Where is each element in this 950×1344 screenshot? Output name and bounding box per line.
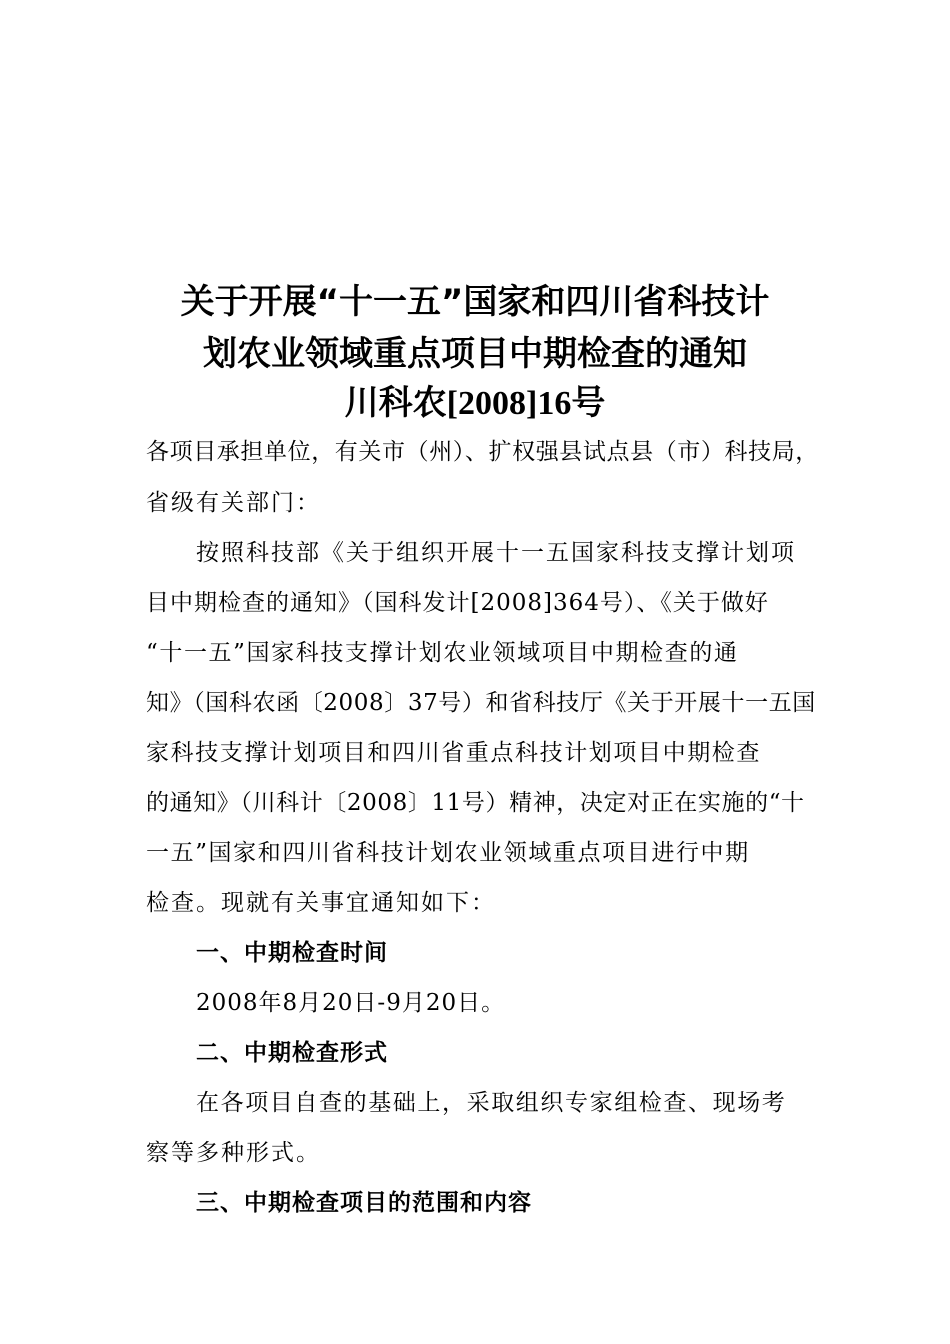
addressee-line-2: 省级有关部门： <box>146 490 321 516</box>
notice-title-line-2: 划农业领域重点项目中期检查的通知 <box>203 334 747 374</box>
document-number <box>0 383 950 424</box>
section-2-body-line-2: 察等多种形式。 <box>146 1140 321 1166</box>
intro-line-4: 知》（国科农函〔2008〕37号）和省科技厅《关于开展十一五国 <box>146 690 816 716</box>
intro-line-6: 的通知》（川科计〔2008〕11号）精神，决定对正在实施的“十 <box>146 790 805 816</box>
intro-line-2: 目中期检查的通知》（国科发计[2008]364号）、《关于做好 <box>146 590 769 616</box>
intro-line-7: 一五”国家和四川省科技计划农业领域重点项目进行中期 <box>146 840 750 866</box>
document-number-value: [2008]16 <box>446 385 572 422</box>
notice-title-line-1: 关于开展“十一五”国家和四川省科技计 <box>180 282 770 322</box>
intro-line-1: 按照科技部《关于组织开展十一五国家科技支撑计划项 <box>196 540 796 566</box>
intro-line-5: 家科技支撑计划项目和四川省重点科技计划项目中期检查 <box>146 740 761 766</box>
section-2-heading: 二、中期检查形式 <box>196 1040 388 1066</box>
document-number-prefix: 川科农 <box>344 383 447 423</box>
section-3-heading: 三、中期检查项目的范围和内容 <box>196 1190 532 1216</box>
intro-line-3: “十一五”国家科技支撑计划农业领域项目中期检查的通 <box>146 640 739 666</box>
section-2-body-line-1: 在各项目自查的基础上，采取组织专家组检查、现场考 <box>196 1090 787 1116</box>
document-number-suffix: 号 <box>571 383 606 423</box>
section-1-body: 2008年8月20日-9月20日。 <box>196 990 506 1016</box>
addressee-line-1: 各项目承担单位，有关市（州）、扩权强县试点县（市）科技局， <box>146 439 819 465</box>
section-1-heading: 一、中期检查时间 <box>196 940 388 966</box>
intro-line-8: 检查。现就有关事宜通知如下： <box>146 890 496 916</box>
